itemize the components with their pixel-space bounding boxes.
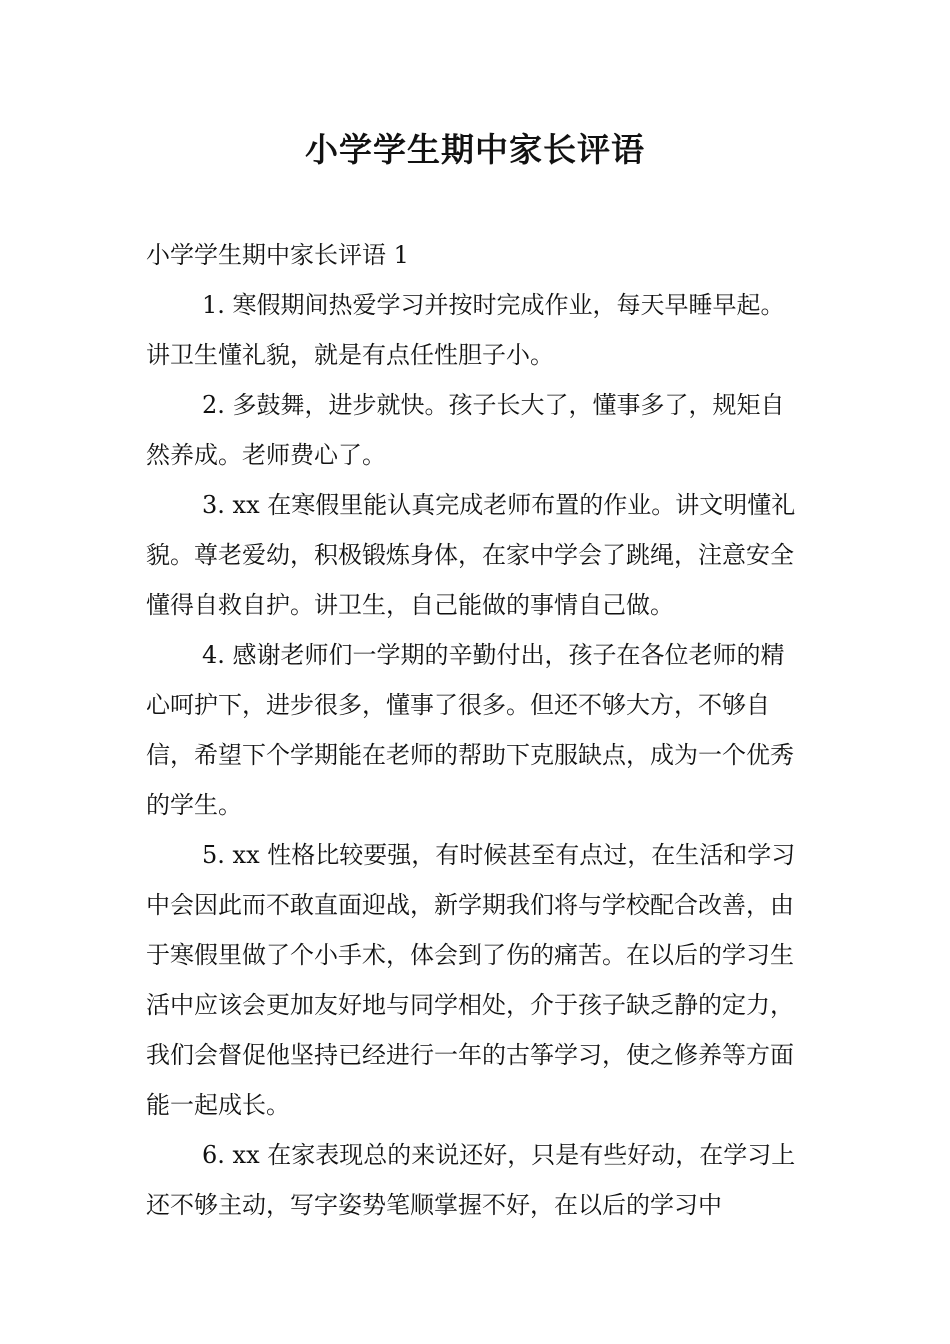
- section-heading: 小学学生期中家长评语 1: [146, 241, 409, 269]
- paragraph-6: 6. xx 在家表现总的来说还好，只是有些好动，在学习上还不够主动，写字姿势笔顺掌握不好，在以后的学习中: [146, 1141, 796, 1219]
- paragraph-2: 2. 多鼓舞，进步就快。孩子长大了，懂事多了，规矩自然养成。老师费心了。: [146, 391, 785, 469]
- paragraph-3: 3. xx 在寒假里能认真完成老师布置的作业。讲文明懂礼貌。尊老爱幼，积极锻炼身体，在家中学会了跳绳，注意安全懂得自救自护。讲卫生，自己能做的事情自己做。: [146, 491, 796, 619]
- paragraph-1: 1. 寒假期间热爱学习并按时完成作业，每天早睡早起。讲卫生懂礼貌，就是有点任性胆子小。: [146, 291, 785, 369]
- document-body: [146, 230, 808, 1230]
- paragraph-5: 5. xx 性格比较要强，有时候甚至有点过，在生活和学习中会因此而不敢直面迎战，新学期我们将与学校配合改善，由于寒假里做了个小手术，体会到了伤的痛苦。在以后的学习生活中应该会更加友好地与同学相处，介于孩子缺乏静的定力，我们会督促他坚持已经进行一年的古筝学习，使之修养等方面能一起成长。: [146, 841, 796, 1119]
- paragraph-4: 4. 感谢老师们一学期的辛勤付出，孩子在各位老师的精心呵护下，进步很多，懂事了很多。但还不够大方，不够自信，希望下个学期能在老师的帮助下克服缺点，成为一个优秀的学生。: [146, 641, 794, 819]
- page-title: 小学学生期中家长评语: [305, 130, 645, 169]
